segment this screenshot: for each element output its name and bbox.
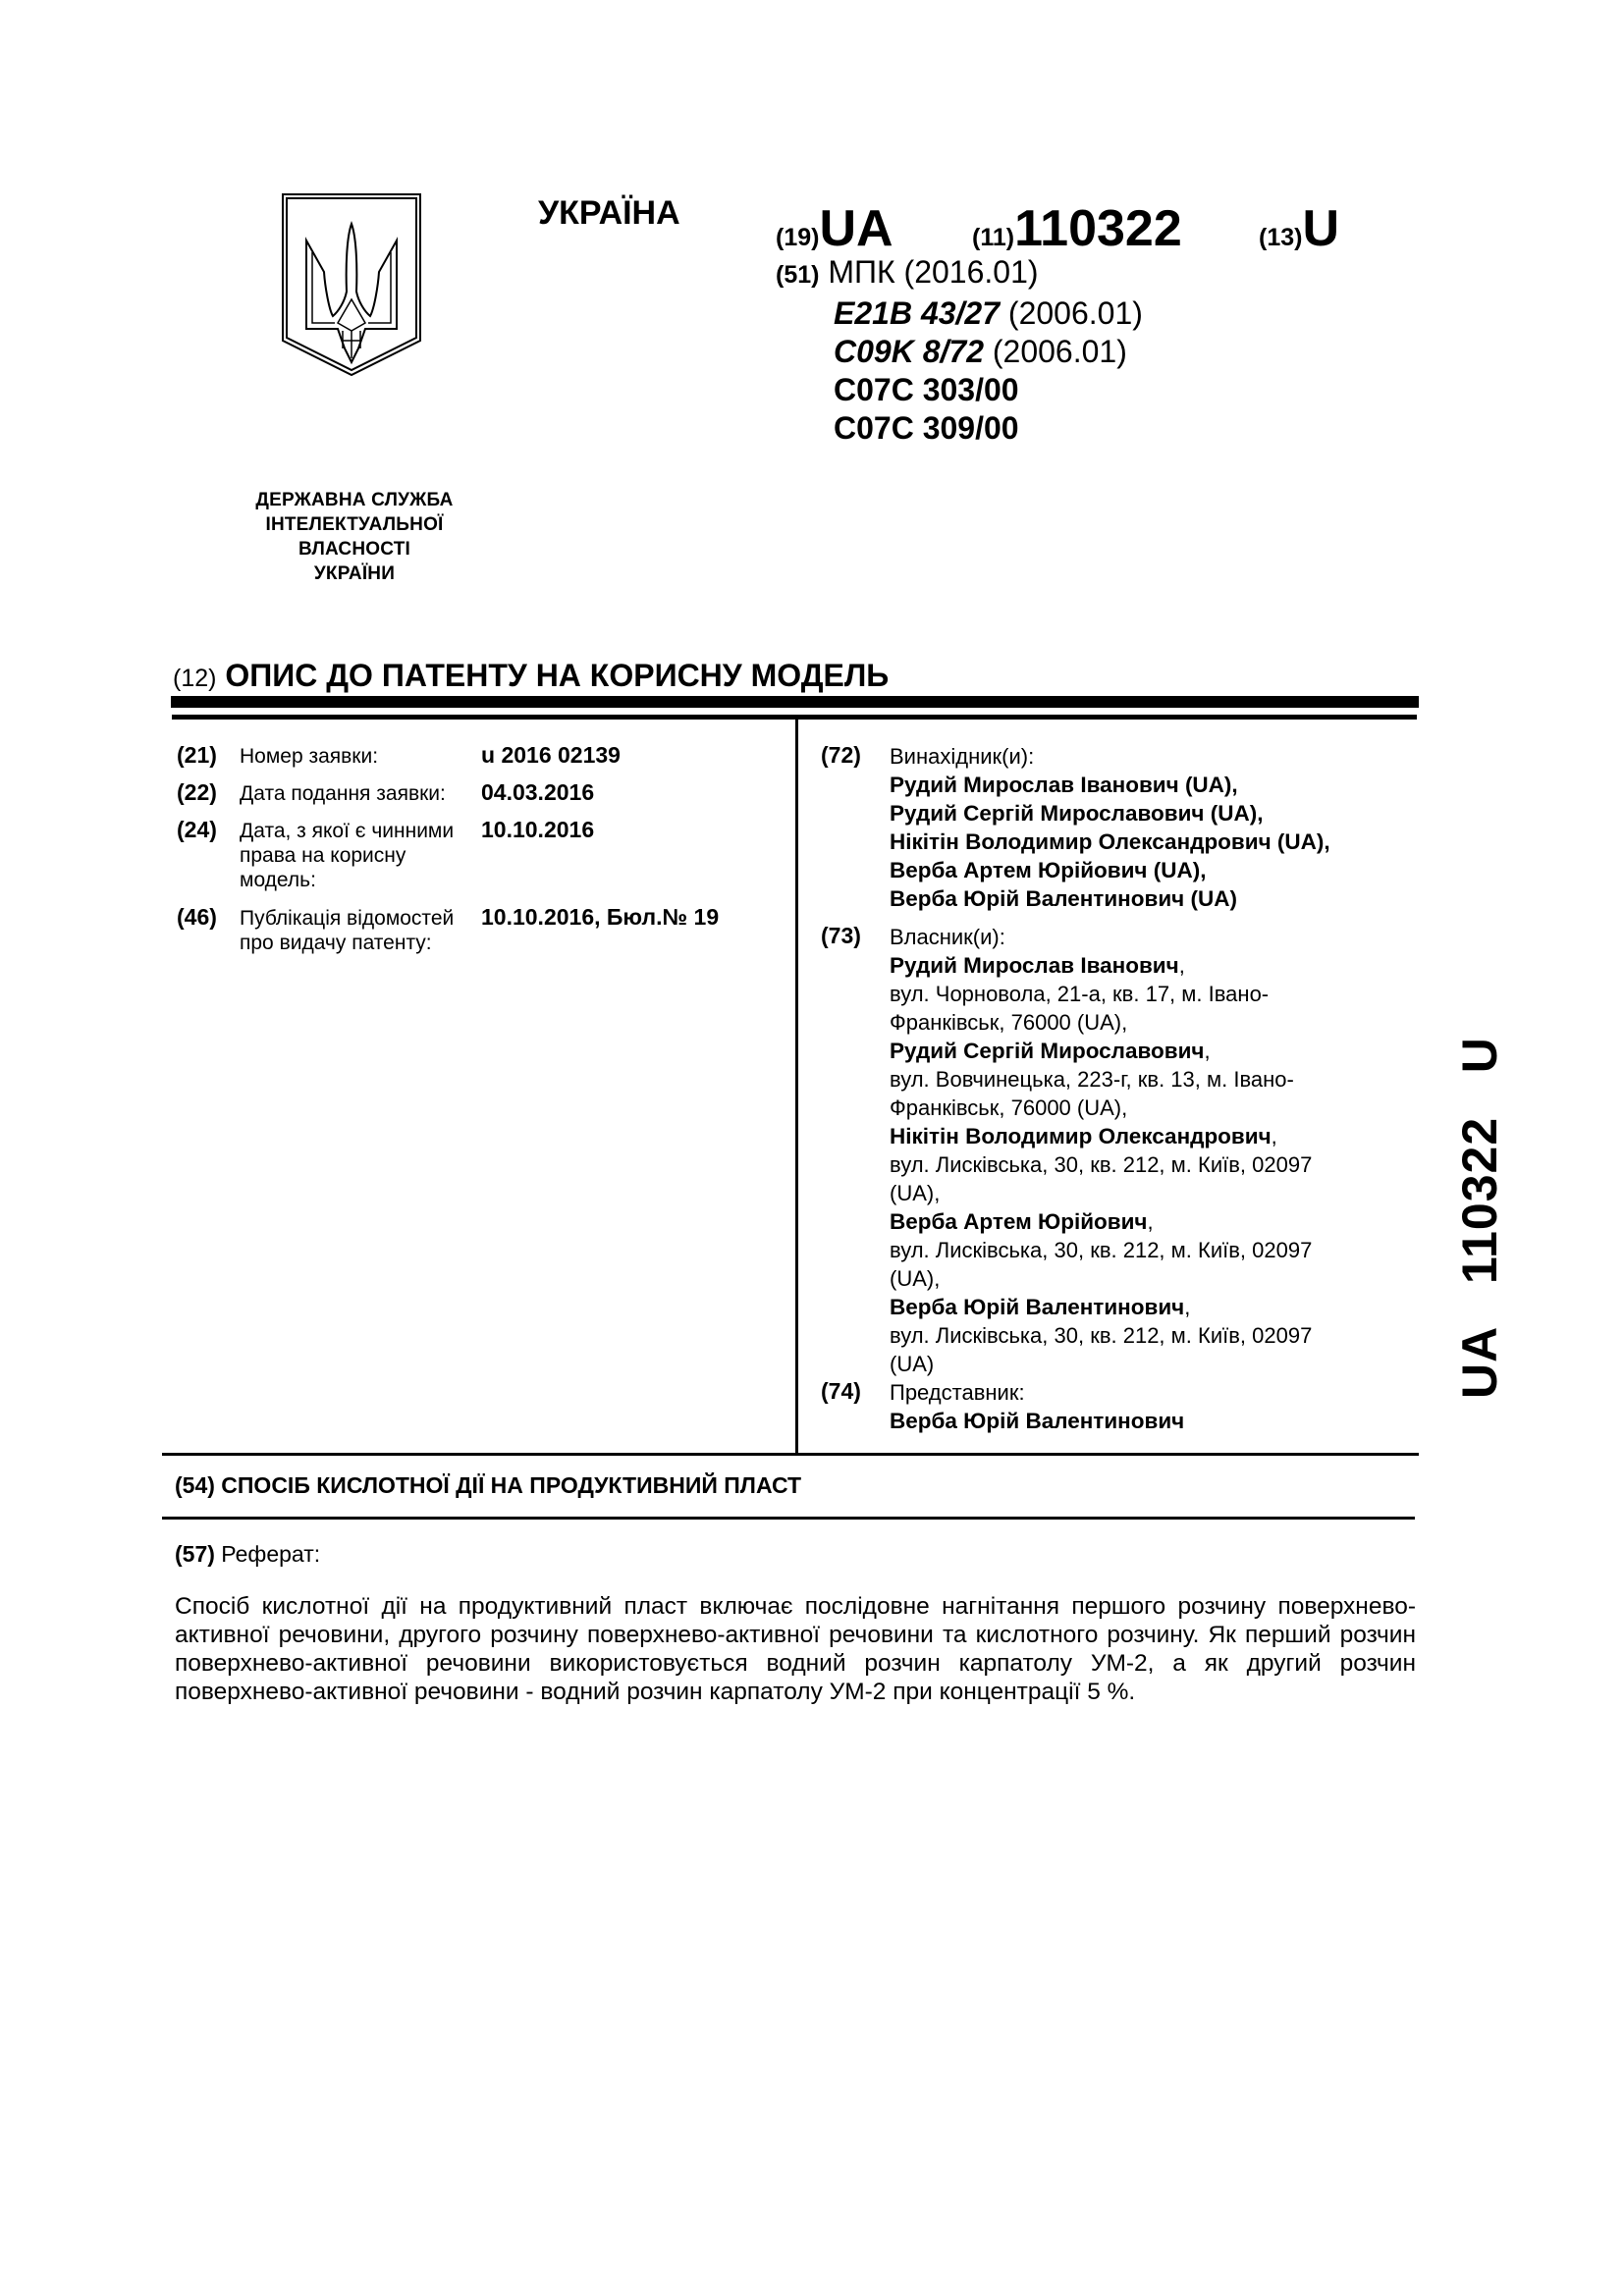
field-value: 10.10.2016 xyxy=(481,817,595,842)
divider-line xyxy=(162,1517,1415,1520)
owner-address: вул. Вовчинецька, 223-г, кв. 13, м. Івано-Франківськ, 76000 (UA), xyxy=(890,1067,1294,1120)
patent-number xyxy=(972,199,1182,258)
abstract-label: Реферат: xyxy=(214,1541,321,1567)
abstract-text: Спосіб кислотної дії на продуктивний пласт включає послідовне нагнітання першого розчину поверхнево-активної речовини, другого розчину поверхнево-активної речовини та кислотного розчину. Як перший розчин поверхнево-активної речовини використовується водний розчин карпатолу УМ-2, а як другий розчин поверхнево-активної речовини - водний розчин карпатолу УМ-2 при концентрації 5 %. xyxy=(175,1593,1416,1705)
code19-label: (19) xyxy=(776,224,820,251)
owner-entry xyxy=(890,1037,1361,1065)
inventor-name: Нікітін Володимир Олександрович (UA), xyxy=(890,829,1330,854)
owner-name: Рудий Мирослав Іванович xyxy=(890,953,1179,978)
representative-name: Верба Юрій Валентинович xyxy=(890,1409,1185,1433)
owner-name: Рудий Сергій Мирославович xyxy=(890,1039,1205,1063)
representative-body xyxy=(890,1378,1400,1435)
agency-line: ІНТЕЛЕКТУАЛЬНОЇ xyxy=(265,514,444,535)
owner-entry xyxy=(890,1293,1361,1321)
owner-sep: , xyxy=(1184,1295,1191,1319)
field-code: (24) xyxy=(177,817,217,842)
inventor-name: Верба Юрій Валентинович (UA) xyxy=(890,886,1237,911)
inventor-name: Верба Артем Юрійович (UA), xyxy=(890,858,1207,882)
field-label: Дата, з якої є чинними права на корисну модель: xyxy=(240,820,455,891)
owners-body xyxy=(890,923,1361,1378)
ipc-title: МПК (2016.01) xyxy=(828,254,1039,290)
field-code: (46) xyxy=(177,904,217,930)
owner-sep: , xyxy=(1147,1209,1154,1234)
owner-address: вул. Лисківська, 30, кв. 212, м. Київ, 02097 (UA), xyxy=(890,1238,1313,1291)
owner-entry xyxy=(890,1207,1361,1236)
abstract-heading xyxy=(175,1541,320,1568)
field-effective-date xyxy=(177,817,785,895)
ipc-code: C07C 303/00 xyxy=(834,372,1019,407)
field-label: Публікація відомостей про видачу патенту: xyxy=(240,907,455,954)
code11-label: (11) xyxy=(972,224,1015,251)
representative-section xyxy=(821,1378,1410,1441)
ipc-label: (51) xyxy=(776,261,820,289)
owners-code: (73) xyxy=(821,923,861,948)
field-publication xyxy=(177,904,785,958)
ipc-version: (2006.01) xyxy=(983,334,1127,369)
ipc-class xyxy=(776,333,1143,371)
ipc-code: C07C 309/00 xyxy=(834,410,1019,446)
owner-sep: , xyxy=(1204,1039,1211,1063)
owner-address: вул. Лисківська, 30, кв. 212, м. Київ, 02097 (UA), xyxy=(890,1152,1313,1205)
ipc-code: E21B 43/27 xyxy=(834,295,1001,331)
field-value: 04.03.2016 xyxy=(481,779,595,805)
owner-name: Нікітін Володимир Олександрович xyxy=(890,1124,1272,1148)
inventors-label: Винахідник(и): xyxy=(890,744,1035,769)
inventors-code: (72) xyxy=(821,742,861,768)
field-value: 10.10.2016, Бюл.№ 19 xyxy=(481,904,720,930)
coat-of-arms-icon xyxy=(282,193,421,376)
column-divider xyxy=(795,720,798,1454)
code11-value: 110322 xyxy=(1014,200,1182,257)
side-stamp: UA 110322 U xyxy=(1452,1036,1507,1399)
owner-name: Верба Артем Юрійович xyxy=(890,1209,1148,1234)
abstract-code: (57) xyxy=(175,1541,215,1567)
owners-section xyxy=(821,923,1410,1384)
inventors-section xyxy=(821,742,1410,919)
ipc-title-row xyxy=(776,253,1143,294)
inventors-body xyxy=(890,742,1400,913)
field-filing-date xyxy=(177,779,785,809)
ipc-classification xyxy=(776,253,1143,448)
owner-entry xyxy=(890,1122,1361,1150)
agency-name xyxy=(226,488,483,586)
country-code xyxy=(776,199,893,258)
code13-value: U xyxy=(1302,200,1340,257)
divider-line xyxy=(162,1453,1419,1456)
ipc-class xyxy=(776,409,1143,448)
document-title-text: ОПИС ДО ПАТЕНТУ НА КОРИСНУ МОДЕЛЬ xyxy=(225,658,890,693)
owner-address: вул. Лисківська, 30, кв. 212, м. Київ, 02097 (UA) xyxy=(890,1323,1313,1376)
owner-entry xyxy=(890,951,1361,980)
country-name: УКРАЇНА xyxy=(538,194,680,232)
owner-name: Верба Юрій Валентинович xyxy=(890,1295,1185,1319)
ipc-version: (2006.01) xyxy=(1000,295,1143,331)
field-code: (21) xyxy=(177,742,217,768)
representative-code: (74) xyxy=(821,1378,861,1404)
agency-line: УКРАЇНИ xyxy=(313,563,396,584)
owner-sep: , xyxy=(1271,1124,1277,1148)
divider-thick xyxy=(171,696,1419,708)
ipc-class xyxy=(776,294,1143,333)
inventor-name: Рудий Сергій Мирославович (UA), xyxy=(890,801,1264,826)
divider-thin xyxy=(172,715,1417,720)
agency-line: ДЕРЖАВНА СЛУЖБА xyxy=(255,490,454,510)
ipc-code: C09K 8/72 xyxy=(834,334,984,369)
field-value: u 2016 02139 xyxy=(481,742,621,768)
ipc-class xyxy=(776,371,1143,409)
invention-title: (54) СПОСІБ КИСЛОТНОЇ ДІЇ НА ПРОДУКТИВНИЙ ПЛАСТ xyxy=(175,1472,802,1498)
field-label: Номер заявки: xyxy=(240,745,379,768)
field-application-number xyxy=(177,742,785,772)
inventor-name: Рудий Мирослав Іванович (UA), xyxy=(890,773,1238,797)
document-title-label: (12) xyxy=(173,665,217,692)
document-kind xyxy=(1259,199,1339,258)
representative-label: Представник: xyxy=(890,1380,1025,1405)
owners-label: Власник(и): xyxy=(890,925,1005,949)
code19-value: UA xyxy=(819,200,893,257)
agency-line: ВЛАСНОСТІ xyxy=(298,539,410,560)
code13-label: (13) xyxy=(1259,224,1303,251)
owner-address: вул. Чорновола, 21-а, кв. 17, м. Івано-Франківськ, 76000 (UA), xyxy=(890,982,1270,1035)
field-code: (22) xyxy=(177,779,217,805)
field-label: Дата подання заявки: xyxy=(240,782,446,805)
owner-sep: , xyxy=(1178,953,1185,978)
document-title xyxy=(173,658,889,694)
